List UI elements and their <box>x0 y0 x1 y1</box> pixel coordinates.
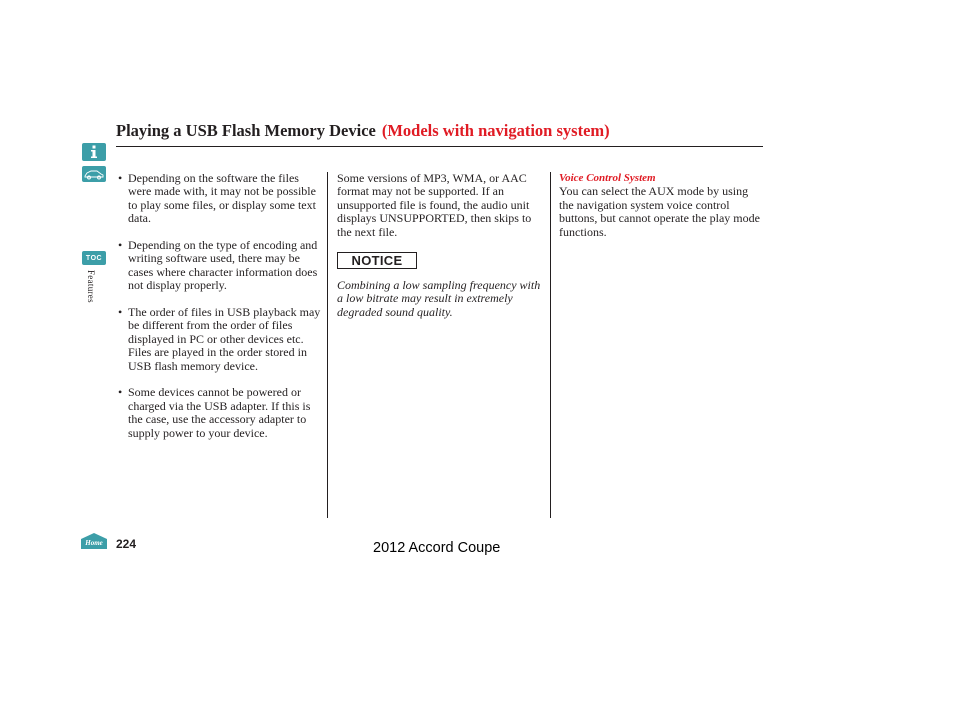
home-icon <box>80 532 108 550</box>
title-main: Playing a USB Flash Memory Device <box>116 121 376 140</box>
page-title <box>116 121 610 141</box>
home-label: Home <box>85 539 103 547</box>
info-glyph-icon <box>89 145 99 159</box>
bullet-item: • Depending on the type of encoding and writing software used, there may be cases where character information does not display properly. <box>118 239 323 293</box>
notice-text: Combining a low sampling frequency with a low bitrate may result in extremely degraded sound quality. <box>337 278 541 319</box>
column-divider-1 <box>327 172 328 518</box>
footer-model: 2012 Accord Coupe <box>373 540 501 556</box>
home-button[interactable] <box>80 532 108 555</box>
voice-control-body: You can select the AUX mode by using the navigation system voice control buttons, but cannot operate the play mode functions. <box>559 184 760 239</box>
column-3 <box>559 172 764 239</box>
voice-control-heading: Voice Control System <box>559 172 656 184</box>
column-1-bullet-list <box>118 172 323 453</box>
toc-button[interactable] <box>82 251 106 265</box>
bullet-item: • Depending on the software the files were made with, it may not be possible to play some files, or display some text data. <box>118 172 323 226</box>
page-number: 224 <box>116 537 137 551</box>
bullet-item: • The order of files in USB playback may be different from the order of files displayed in PC or other devices etc. Files are played in the order stored in USB flash memory device. <box>118 306 323 373</box>
car-glyph-icon <box>83 168 105 180</box>
notice-badge <box>337 252 417 269</box>
title-rule <box>116 146 763 147</box>
column-divider-2 <box>550 172 551 518</box>
title-subtitle: (Models with navigation system) <box>381 121 610 140</box>
bullet-item: • Some devices cannot be powered or charged via the USB adapter. If this is the case, use the accessory adapter to supply power to your device. <box>118 386 323 440</box>
info-icon[interactable] <box>82 143 106 161</box>
section-tab-features[interactable]: Features <box>86 270 96 303</box>
format-support-paragraph: Some versions of MP3, WMA, or AAC format may not be supported. If an unsupported file is found, the audio unit displays UNSUPPORTED, then skips to the next file. <box>337 171 532 239</box>
column-2 <box>337 171 544 319</box>
notice-label: NOTICE <box>351 253 403 268</box>
car-icon[interactable] <box>82 166 106 182</box>
toc-label: TOC <box>85 254 103 262</box>
